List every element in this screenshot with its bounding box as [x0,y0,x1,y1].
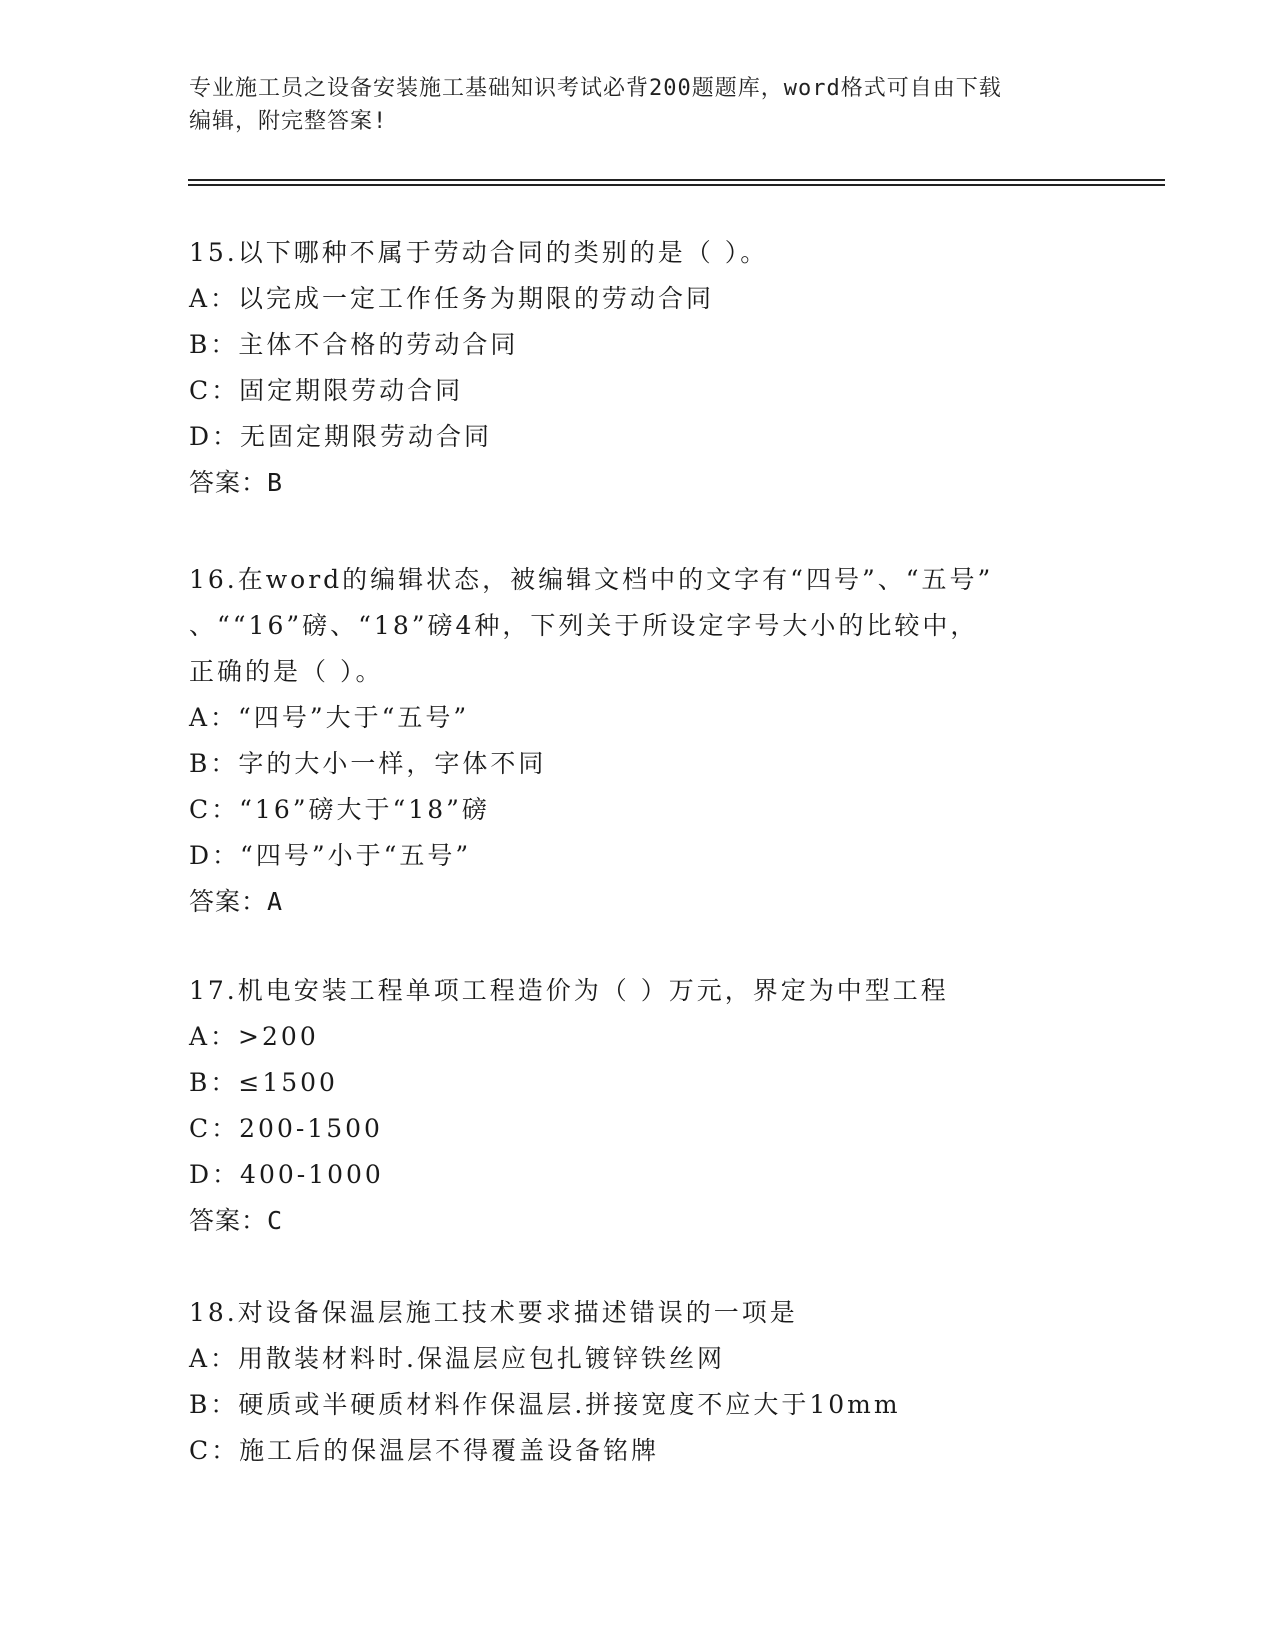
header-title-line-1: 专业施工员之设备安装施工基础知识考试必背200题题库，word格式可自由下载 [189,76,1002,101]
option-c: C：200-1500 [189,1114,383,1143]
option-b: B：字的大小一样，字体不同 [189,749,547,778]
option-a: A：以完成一定工作任务为期限的劳动合同 [189,284,715,313]
document-header [189,72,1089,138]
option-d: D：无固定期限劳动合同 [189,422,493,451]
option-b: B：硬质或半硬质材料作保温层.拼接宽度不应大于10mm [189,1390,901,1419]
option-d: D：400-1000 [189,1160,384,1189]
option-a: A：用散装材料时.保温层应包扎镀锌铁丝网 [189,1344,726,1373]
option-b: B：主体不合格的劳动合同 [189,330,519,359]
option-c: C：“16”磅大于“18”磅 [189,795,490,824]
header-divider-top [188,179,1165,181]
option-a: A：“四号”大于“五号” [189,703,470,732]
answer-line: 答案：C [189,1206,284,1235]
question-16 [189,557,1089,925]
answer-line: 答案：B [189,468,284,497]
question-stem: 15.以下哪种不属于劳动合同的类别的是（ ）。 [189,238,769,267]
header-title-line-2: 编辑，附完整答案! [189,109,388,134]
option-d: D：“四号”小于“五号” [189,841,472,870]
question-stem: 17.机电安装工程单项工程造价为（ ）万元，界定为中型工程 [189,976,949,1005]
question-stem: 16.在word的编辑状态，被编辑文档中的文字有“四号”、“五号” [189,565,994,594]
question-stem: 正确的是（ ）。 [189,657,384,686]
option-a: A：>200 [189,1022,319,1051]
question-15 [189,230,1089,506]
option-b: B：≤1500 [189,1068,338,1097]
question-17 [189,968,1089,1244]
option-c: C：固定期限劳动合同 [189,376,464,405]
question-stem: 18.对设备保温层施工技术要求描述错误的一项是 [189,1298,798,1327]
header-divider-bottom [188,184,1165,186]
option-c: C：施工后的保温层不得覆盖设备铭牌 [189,1436,660,1465]
question-stem: 、““16”磅、“18”磅4种，下列关于所设定字号大小的比较中， [189,611,979,640]
question-18 [189,1290,1089,1474]
answer-line: 答案：A [189,887,284,916]
